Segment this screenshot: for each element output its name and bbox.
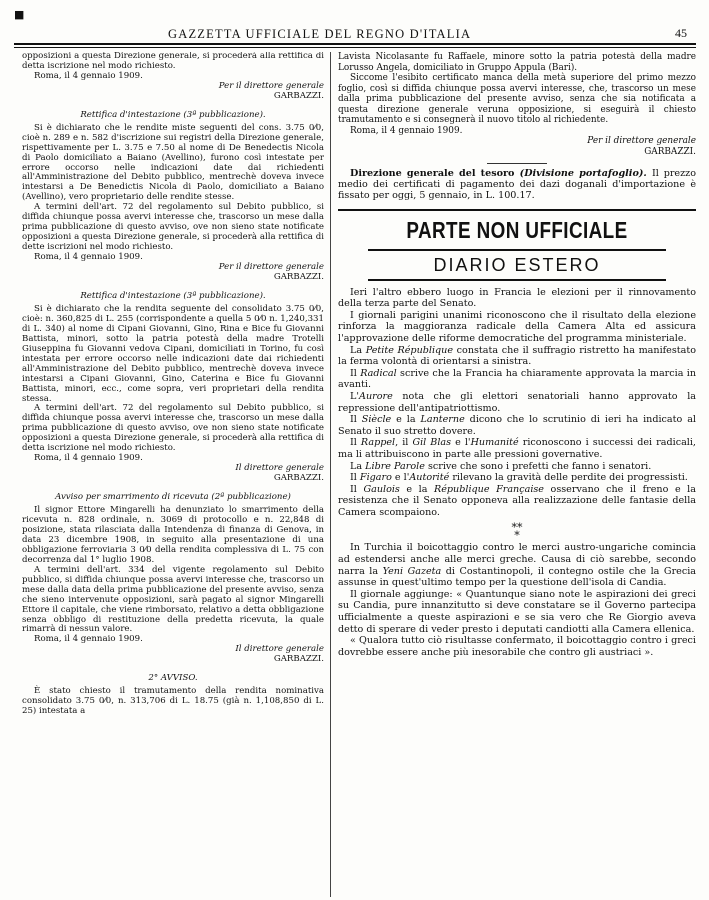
right-column bbox=[338, 52, 696, 897]
notice-date: Roma, il 4 gennaio 1909. bbox=[34, 70, 143, 81]
notice-signature-line: Per il direttore generale bbox=[218, 80, 324, 91]
avviso-terms: Siccome l'esibito certificato manca della metà superiore del primo mezzo foglio, così si diffida chiunque possa avervi interesse, che, trascorso un mese dalla prima pubblicazione del presente avviso, senza che sia notificata a questa direzione generale veruna opposizione, si eseguirà il chiesto tramutamento e si consegnerà il nuovo titolo al richiedente. bbox=[338, 73, 696, 125]
avviso-signatory: GARBAZZI. bbox=[644, 146, 696, 157]
diario-paragraph: Il Radical scrive che la Francia ha chiaramente approvata la marcia in avanti. bbox=[338, 367, 696, 391]
avviso-continuation: Lavista Nicolasante fu Raffaele, minore sotto la patria potestà della madre Lorusso Angela, domiciliato in Gruppo Appula (Bari). bbox=[338, 52, 696, 73]
newspaper-title: GAZZETTA UFFICIALE DEL REGNO D'ITALIA bbox=[168, 27, 472, 41]
asterism: ** * bbox=[511, 521, 523, 543]
column-divider bbox=[330, 52, 331, 897]
left-column bbox=[22, 52, 324, 897]
tesoro-heading: Direzione generale del tesoro bbox=[350, 168, 515, 179]
avviso-date: Roma, il 4 gennaio 1909. bbox=[350, 125, 463, 136]
rettifica-1-date: Roma, il 4 gennaio 1909. bbox=[34, 252, 143, 263]
rettifica-1-terms: A termini dell'art. 72 del regolamento sul Debito pubblico, si diffida chiunque possa avervi interesse che, trascorso un mese dalla prima pubblicazione di questo avviso, ove non sieno state notificate opposizioni a questa Direzione generale, si procederà alla rettifica di dette iscrizioni nel modo richiesto. bbox=[22, 202, 324, 253]
smarrimento-terms: A termini dell'art. 334 del vigente regolamento sul Debito pubblico, si diffida chiunque possa avervi interesse che, trascorso un mese dalla data della prima pubblicazione del presente avviso, senza che sieno intervenute opposizioni, sarà pagato al signor Mingarelli Ettore il capitale, che viene rimborsato, relativo a detta obbligazione senza obbligo di restituzione della predetta ricevuta, la quale rimarrà di nessun valore. bbox=[22, 564, 324, 635]
short-divider bbox=[487, 163, 547, 164]
rettifica-1-body: Si è dichiarato che le rendite miste seguenti del cons. 3.75 0⁄0, cioè n. 289 e n. 582 d'iscrizione sui registri della Direzione generale, rispettivamente per L. 3.75 e 7.50 al nome di De Benedectis Nicola di Paolo domiciliato a Baiano (Avellino), furono così intestate per errore occorso nelle indicazioni date dai richiedenti all'Amministrazione del Debito pubblico, mentrechè doveva invece intestarsi a De Benedictis Nicola di Paolo, domiciliato a Baiano (Avellino), vero proprietario delle rendite stesse. bbox=[22, 122, 324, 203]
page-header bbox=[0, 0, 709, 52]
section-title-rettifica-2: Rettifica d'intestazione (3ª pubblicazione). bbox=[80, 290, 266, 301]
header-rule bbox=[14, 43, 696, 48]
turchia-paragraph: « Qualora tutto ciò risultasse confermato, il boicottaggio contro i greci dovrebbe essere anche più inesorabile che contro gli austriaci ». bbox=[338, 635, 696, 658]
smarrimento-signatory: GARBAZZI. bbox=[273, 654, 324, 665]
diario-paragraph: Ieri l'altro ebbero luogo in Francia le elezioni per il rinnovamento della terza parte del Senato. bbox=[338, 286, 696, 310]
rettifica-2-date: Roma, il 4 gennaio 1909. bbox=[34, 453, 143, 464]
diario-estero-heading: DIARIO ESTERO bbox=[368, 249, 666, 281]
avviso-signature-line: Per il direttore generale bbox=[587, 136, 696, 146]
diario-paragraph: L'Aurore nota che gli elettori senatoriali hanno approvato la repressione dell'antipatriottismo. bbox=[338, 390, 696, 414]
section-title-secondo-avviso: 2° AVVISO. bbox=[148, 673, 198, 684]
notice-signatory: GARBAZZI. bbox=[273, 90, 324, 101]
page-number: 45 bbox=[675, 26, 687, 40]
diario-paragraph: Il Figaro e l'Autorité rilevano la gravità delle perdite dei progressisti. bbox=[350, 472, 688, 484]
secondo-avviso-body: È stato chiesto il tramutamento della rendita nominativa consolidato 3.75 0⁄0, n. 313,706 di L. 18.75 (già n. 1,108,850 di L. 25) intestata a bbox=[22, 686, 324, 717]
diario-paragraph: Il Gaulois e la République Française osservano che il freno e la resistenza che il Senato opponeva alla realizzazione delle fantasie della Camera scompaiono. bbox=[338, 483, 696, 518]
tesoro-text: Il prezzo medio dei certificati di pagamento dei dazi doganali d'importazione è fissato per oggi, 5 gennaio, in L. 100.17. bbox=[338, 168, 696, 202]
rettifica-2-body: Si è dichiarato che la rendita seguente del consolidato 3.75 0⁄0, cioè: n. 360,825 di L. 255 (corrispondente a quella 5 0⁄0 n. 1,240,331 di L. 340) al nome di Cipani Giovanni, Gino, Rina e Bice fu Giovanni Battista, minori, sotto la patria potestà della madre Trotelli Giuseppina fu Giovanni vedova Cipani, domiciliati in Torino, fu così intestata per errore occorso nelle indicazioni date dai richiedenti all'Amministrazione del Debito pubblico, mentrechè doveva invece intestarsi a Cipani Giovanni, Gino, Caterina e Bice fu Giovanni Battista, minori, ecc., come sopra, veri proprietari della rendita stessa. bbox=[22, 303, 324, 404]
rettifica-2-signature-line: Il direttore generale bbox=[235, 463, 324, 474]
diario-paragraph: La Libre Parole scrive che sono i prefetti che fanno i senatori. bbox=[350, 460, 652, 472]
notice-continuation: opposizioni a questa Direzione generale, si procederà alla rettifica di detta iscrizione nel modo richiesto. bbox=[22, 52, 324, 71]
rettifica-2-terms: A termini dell'art. 72 del regolamento sul Debito pubblico, si diffida chiunque possa avervi interesse che, trascorso un mese dalla prima pubblicazione di questo avviso, ove non sieno state notificate opposizioni a questa Direzione generale, si procederà alla rettifica di detta iscrizione nel modo richiesto. bbox=[22, 403, 324, 454]
smarrimento-date: Roma, il 4 gennaio 1909. bbox=[34, 634, 143, 645]
tesoro-notice bbox=[338, 168, 696, 202]
parte-non-ufficiale-heading: PARTE NON UFFICIALE bbox=[406, 216, 628, 243]
smarrimento-body: Il signor Ettore Mingarelli ha denunziato lo smarrimento della ricevuta n. 828 ordinale, n. 3069 di protocollo e n. 22,848 di posizione, stata rilasciata dalla Intendenza di finanza di Genova, in data 23 dicembre 1908, in seguito alla presentazione di una obbligazione ferroviaria 3 0⁄0 della rendita complessiva di L. 75 con decorrenza dal 1° luglio 1908. bbox=[22, 505, 324, 565]
smarrimento-signature-line: Il direttore generale bbox=[235, 644, 324, 655]
turchia-paragraph: Il giornale aggiunge: « Quantunque siano note le aspirazioni dei greci su Candia, pure innanzitutto si deve constatare se il Governo partecipa ufficialmente a queste aspirazioni e se sia vero che Re Giorgio aveva detto di sperare di veder presto i deputati candiotti alla Camera ellenica. bbox=[338, 588, 696, 635]
diario-paragraph: Il Siècle e la Lanterne dicono che lo scrutinio di ieri ha indicato al Senato il suo stretto dovere. bbox=[338, 414, 696, 437]
turchia-paragraph: In Turchia il boicottaggio contro le merci austro-ungariche comincia ad estendersi anche alle merci greche. Causa di ciò sarebbe, secondo narra la Yeni Gazeta di Costantinopoli, il contegno ostile che la Grecia assunse in quest'ultimo tempo per la questione dell'isola di Candia. bbox=[338, 542, 696, 589]
tesoro-division: (Divisione portafoglio). bbox=[519, 168, 647, 179]
rettifica-1-signature-line: Per il direttore generale bbox=[218, 262, 324, 273]
header-mark: ■ bbox=[14, 8, 25, 21]
diario-paragraph: Il Rappel, il Gil Blas e l'Humanité riconoscono i successi dei radicali, ma li attribuiscono in parte alle pressioni governative. bbox=[338, 437, 696, 460]
section-title-rettifica-1: Rettifica d'intestazione (3ª pubblicazione). bbox=[80, 109, 266, 120]
diario-paragraph: I giornali parigini unanimi riconoscono che il risultato della elezione rinforza la maggioranza radicale della Camera Alta ed assicura l'approvazione delle riforme democratiche del programma ministeriale. bbox=[338, 309, 696, 344]
diario-paragraph: La Petite République constata che il suffragio ristretto ha manifestato la ferma volontà di orientarsi a sinistra. bbox=[338, 344, 696, 368]
rettifica-1-signatory: GARBAZZI. bbox=[273, 272, 324, 283]
section-title-smarrimento: Avviso per smarrimento di ricevuta (2ª pubblicazione) bbox=[55, 492, 291, 503]
rettifica-2-signatory: GARBAZZI. bbox=[273, 473, 324, 484]
